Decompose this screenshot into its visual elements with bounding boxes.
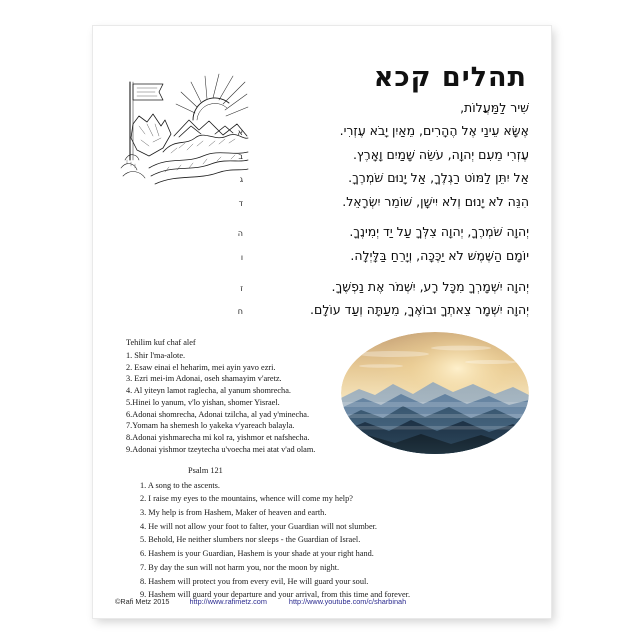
hebrew-verse-text: יְהוָה שֹׁמְרֶךָ, יְהוָה צִלְּךָ עַל יַד יְמִינֶךָ.: [349, 224, 529, 240]
hebrew-verse-row: [229, 170, 529, 187]
hebrew-verse-text: יְהוָה יִשְׁמָר צֵאתְךָ וּבוֹאֶךָ, מֵעַתָּה וְעַד עוֹלָם.: [310, 302, 529, 317]
transliteration-line: 1. Shir l'ma-alote.: [126, 350, 186, 360]
hebrew-verse-row: [229, 279, 529, 296]
hebrew-verses-list: [229, 100, 529, 325]
english-line: 4. He will not allow your foot to falter, your Guardian will not slumber.: [140, 521, 378, 531]
website-link[interactable]: http://www.rafimetz.com: [189, 597, 267, 606]
transliteration-title: Tehilim kuf chaf alef: [126, 338, 196, 347]
youtube-link[interactable]: http://www.youtube.com/c/sharbinah: [288, 597, 407, 606]
hebrew-verse-text: הִנֵּה לֹא יָנוּם וְלֹא יִישָׁן, שׁוֹמֵר יִשְׂרָאֵל.: [342, 193, 529, 209]
transliteration-line: 4. Al yiteyn lamot raglecha, al yanum shomrecha.: [126, 386, 291, 396]
english-translation-block: [140, 464, 540, 602]
transliteration-line: 3. Ezri mei-im Adonai, oseh shamayim v'aretz.: [126, 374, 282, 384]
hebrew-title: תהלים קכא: [373, 62, 527, 93]
hebrew-verse-number: ז: [240, 283, 243, 293]
hebrew-verse-text: יְהוָה יִשְׁמָרְךָ מִכָּל רָע, יִשְׁמֹר אֶת נַפְשֶׁךָ.: [331, 278, 529, 294]
hebrew-verse-text: שִׁיר לַמַּעֲלוֹת,: [460, 100, 529, 115]
english-title: Psalm 121: [188, 466, 223, 475]
footer: [93, 597, 551, 606]
hebrew-verse-number: ח: [237, 307, 243, 316]
transliteration-line: 2. Esaw einai el heharim, mei ayin yavo ezri.: [126, 362, 276, 372]
hebrew-verse-number: ו: [240, 252, 243, 262]
english-line: 6. Hashem is your Guardian, Hashem is your shade at your right hand.: [140, 549, 374, 559]
english-line: 1. A song to the ascents.: [140, 480, 220, 490]
hebrew-verse-row: [229, 302, 529, 319]
copyright-text: ©Rafi Metz 2015: [115, 597, 170, 606]
english-line: 8. Hashem will protect you from every evil, He will guard your soul.: [140, 576, 369, 586]
english-line: 2. I raise my eyes to the mountains, whence will come my help?: [140, 494, 353, 504]
english-line: 9. Hashem will guard your departure and your arrival, from this time and forever.: [140, 590, 411, 600]
hebrew-verse-row: [229, 123, 529, 140]
hebrew-verse-text: עֶזְרִי מֵעִם יְהוָה, עֹשֵׂה שָׁמַיִם וָאָרֶץ.: [352, 146, 529, 162]
hebrew-verse-number: א: [237, 128, 243, 138]
hebrew-verse-number: ב: [238, 151, 243, 161]
hebrew-verse-row: [229, 194, 529, 211]
english-line: 7. By day the sun will not harm you, nor the moon by night.: [140, 562, 340, 572]
transliteration-block: [126, 337, 361, 456]
english-line: 3. My help is from Hashem, Maker of heaven and earth.: [140, 508, 327, 518]
hebrew-verse-number: ה: [237, 229, 243, 239]
hebrew-verse-row: [229, 248, 529, 265]
hebrew-verse-row: [229, 100, 529, 117]
hebrew-verse-text: אֶשָּׂא עֵינַי אֶל הֶהָרִים, מֵאַיִן יָבֹא עֶזְרִי.: [339, 123, 529, 139]
english-line: 5. Behold, He neither slumbers nor sleeps - the Guardian of Israel.: [140, 535, 361, 545]
poster-sheet: [93, 26, 551, 618]
hebrew-verse-text: יוֹמָם הַשֶּׁמֶשׁ לֹא יַכֶּכָּה, וְיָרֵחַ בַּלָּיְלָה.: [350, 247, 529, 263]
transliteration-line: 9.Adonai yishmor tzeytecha u'voecha mei atat v'ad olam.: [126, 445, 316, 455]
transliteration-line: 8.Adonai yishmarecha mi kol ra, yishmor et nafshecha.: [126, 433, 310, 443]
transliteration-line: 6.Adonai shomrecha, Adonai tzilcha, al yad y'minecha.: [126, 409, 310, 419]
hebrew-verse-text: אַל יִתֵּן לַמּוֹט רַגְלֶךָ, אַל יָנוּם שֹׁמְרֶךָ.: [348, 170, 529, 186]
hebrew-verse-number: ד: [238, 198, 243, 208]
hebrew-verse-row: [229, 224, 529, 241]
hebrew-verse-number: ג: [239, 175, 243, 185]
mountain-photo: [341, 332, 529, 454]
transliteration-line: 7.Yomam ha shemesh lo yakeka v'yareach balayla.: [126, 421, 295, 431]
hebrew-verse-row: [229, 147, 529, 164]
transliteration-line: 5.Hinei lo yanum, v'lo yishan, shomer Yisrael.: [126, 397, 280, 407]
